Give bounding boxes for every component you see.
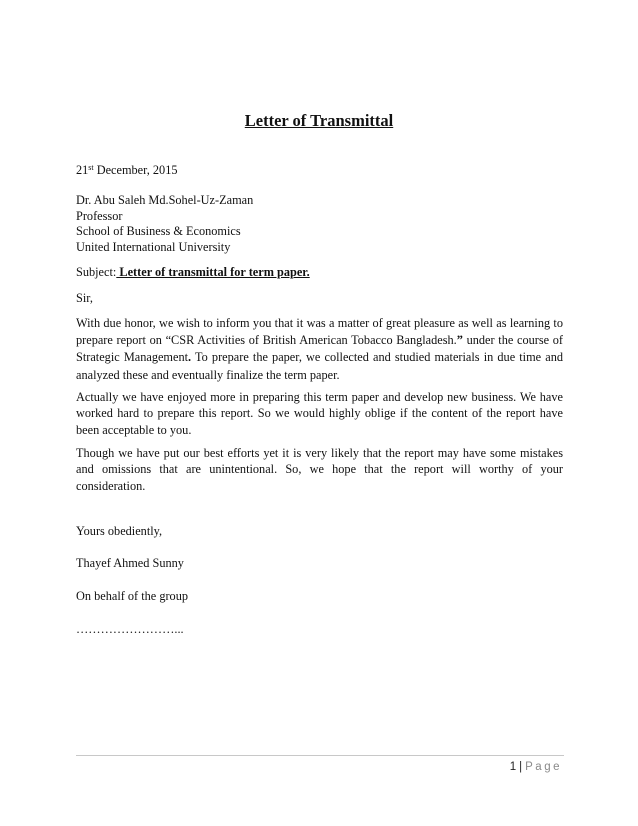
body-paragraph-1 xyxy=(76,315,563,384)
footer-separator: | xyxy=(519,761,523,773)
closing: Yours obediently, xyxy=(76,524,163,538)
recipient-position: Professor xyxy=(76,208,123,223)
letter-date xyxy=(76,162,563,178)
subject-text: Letter of transmittal for term paper. xyxy=(116,265,310,279)
date-day: 21 xyxy=(76,163,89,177)
signature-line: ……………………... xyxy=(76,622,184,636)
body-paragraph-3: Though we have put our best efforts yet it is very likely that the report may have some mistakes and omissions that are unintentional. So, we hope that the report will worthy of your consideration. xyxy=(76,446,563,493)
body-paragraph-2: Actually we have enjoyed more in preparing this term paper and develop new business. We have worked hard to prepare this report. So we would highly oblige if the content of the report have been acceptable to you. xyxy=(76,390,563,437)
page-footer xyxy=(510,761,562,773)
recipient-school: School of Business & Economics xyxy=(76,224,241,239)
date-rest: December, 2015 xyxy=(93,163,178,177)
recipient-university: United International University xyxy=(76,240,231,255)
recipient-address xyxy=(76,193,563,256)
signer-name: Thayef Ahmed Sunny xyxy=(76,556,184,570)
paragraph-1-end: To prepare the paper, we collected and studied materials in due time and analyzed these and eventually finalize the term paper. xyxy=(76,350,563,382)
recipient-name: Dr. Abu Saleh Md.Sohel-Uz-Zaman xyxy=(76,193,254,207)
page-number: 1 xyxy=(509,761,517,773)
subject-line xyxy=(76,264,563,280)
paragraph-1-start: With due honor, we wish to inform you that it was a matter of great pleasure as well as learning to prepare report on “CSR Activities of British American Tobacco Bangladesh. xyxy=(76,316,563,348)
on-behalf-line: On behalf of the group xyxy=(76,589,189,603)
date-suffix: st xyxy=(88,163,94,172)
salutation: Sir, xyxy=(76,291,93,305)
subject-label: Subject: xyxy=(76,265,117,279)
letter-title: Letter of Transmittal xyxy=(244,111,394,130)
footer-divider xyxy=(76,755,564,756)
page-word: Page xyxy=(525,761,562,773)
bold-period: . xyxy=(188,350,192,365)
paragraph-1-middle: under the course of Strategic Management xyxy=(76,333,564,365)
quote-close: ” xyxy=(456,333,463,348)
